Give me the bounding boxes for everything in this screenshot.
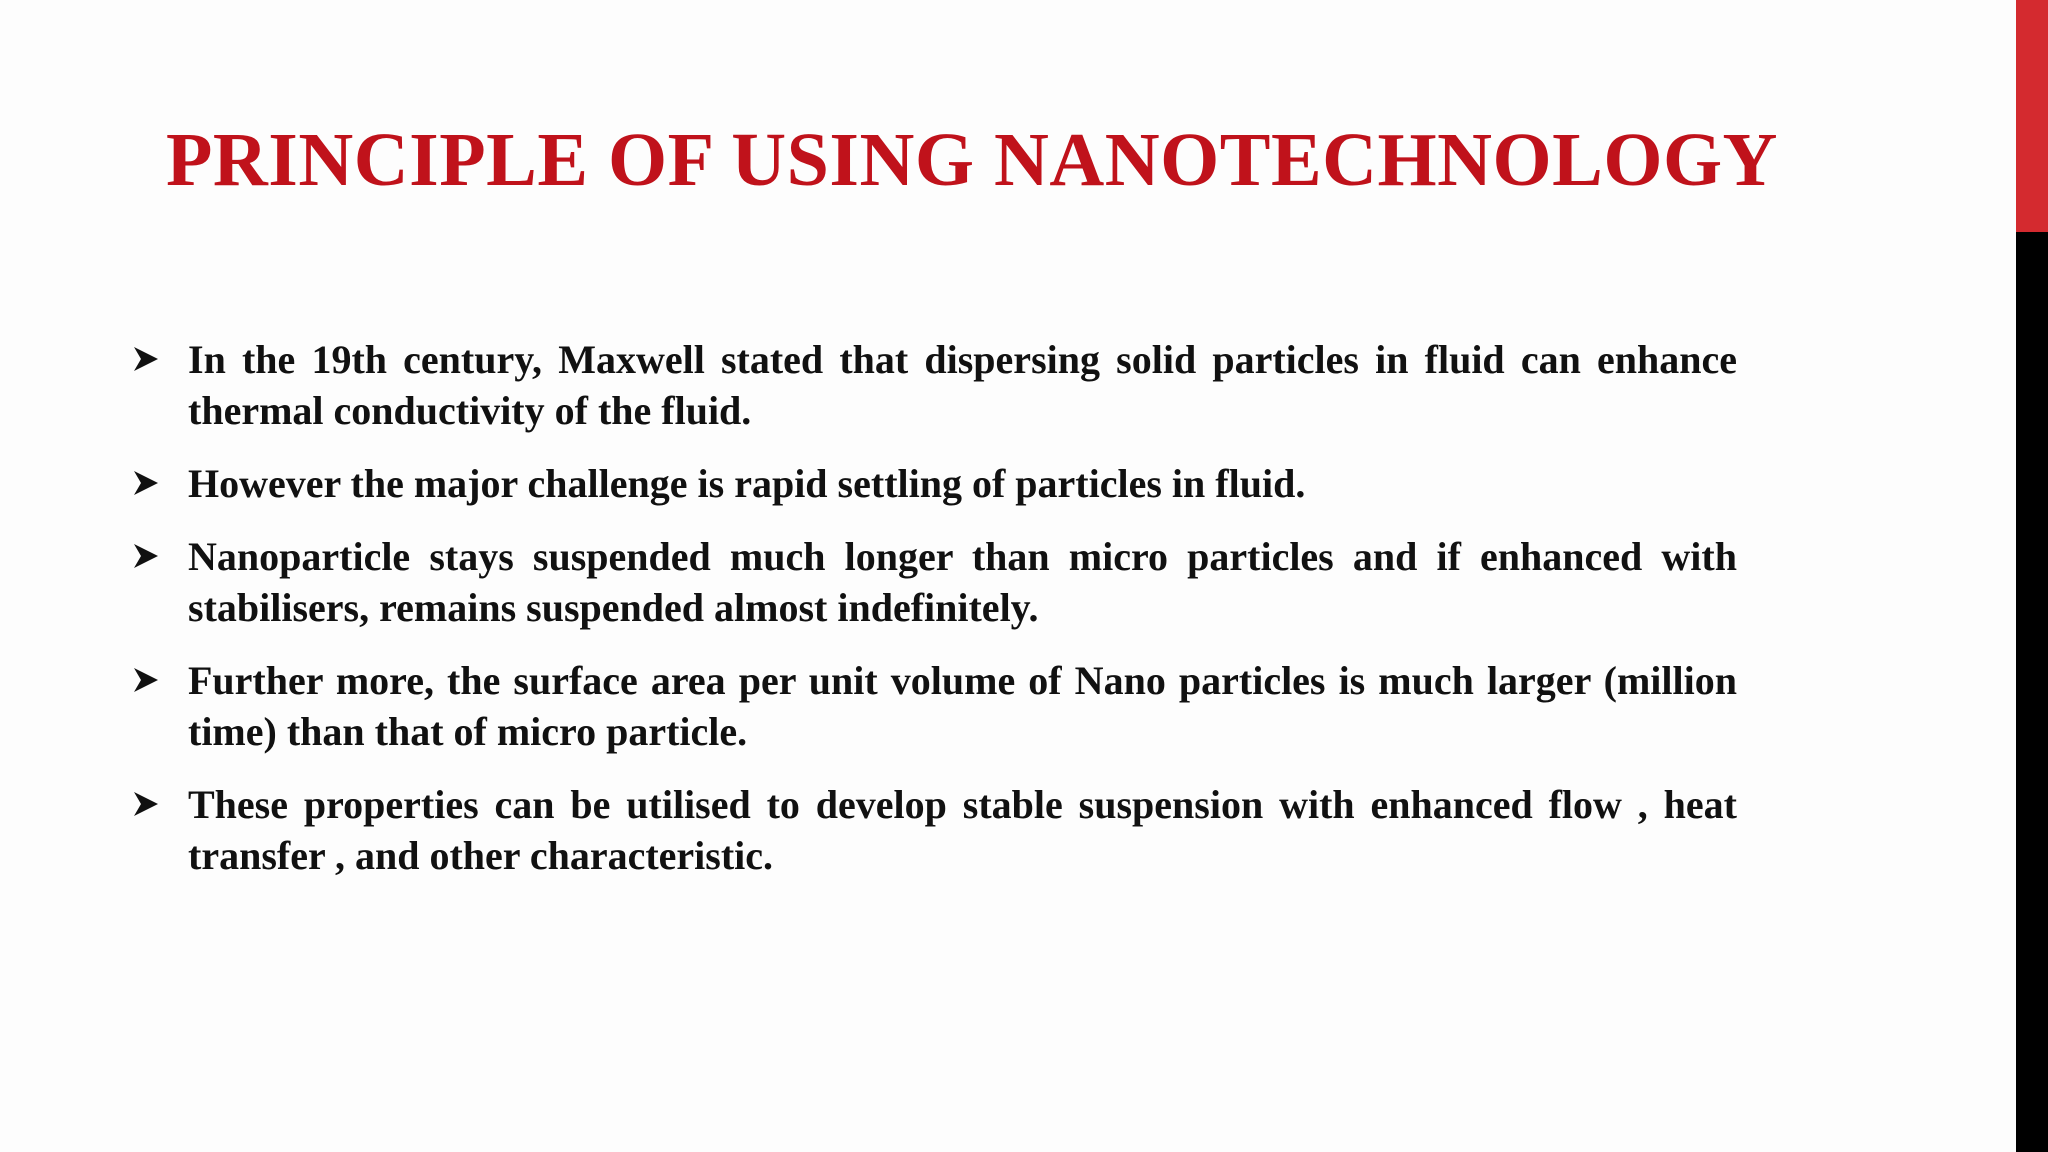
accent-bar-black: [2016, 232, 2048, 1152]
bullet-item: [132, 458, 1737, 509]
arrowhead-bullet-icon: [132, 779, 172, 830]
bullet-item: [132, 531, 1737, 633]
bullet-list: [132, 334, 1737, 903]
bullet-text: Nanoparticle stays suspended much longer than micro particles and if enhanced with stabilisers, remains suspended almost indefinitely.: [188, 534, 1737, 630]
bullet-item: [132, 779, 1737, 881]
accent-bar: [2016, 0, 2048, 1152]
slide-title: PRINCIPLE OF USING NANOTECHNOLOGY: [166, 118, 1778, 202]
arrowhead-bullet-icon: [132, 458, 172, 509]
arrowhead-bullet-icon: [132, 531, 172, 582]
accent-bar-red: [2016, 0, 2048, 232]
arrowhead-bullet-icon: [132, 655, 172, 706]
bullet-text: Further more, the surface area per unit volume of Nano particles is much larger (million time) than that of micro particle.: [188, 658, 1737, 754]
bullet-item: [132, 655, 1737, 757]
bullet-text: These properties can be utilised to develop stable suspension with enhanced flow , heat transfer , and other characteristic.: [188, 782, 1737, 878]
bullet-text: In the 19th century, Maxwell stated that dispersing solid particles in fluid can enhance thermal conductivity of the fluid.: [188, 337, 1737, 433]
arrowhead-bullet-icon: [132, 334, 172, 385]
bullet-item: [132, 334, 1737, 436]
bullet-text: However the major challenge is rapid settling of particles in fluid.: [188, 461, 1306, 506]
